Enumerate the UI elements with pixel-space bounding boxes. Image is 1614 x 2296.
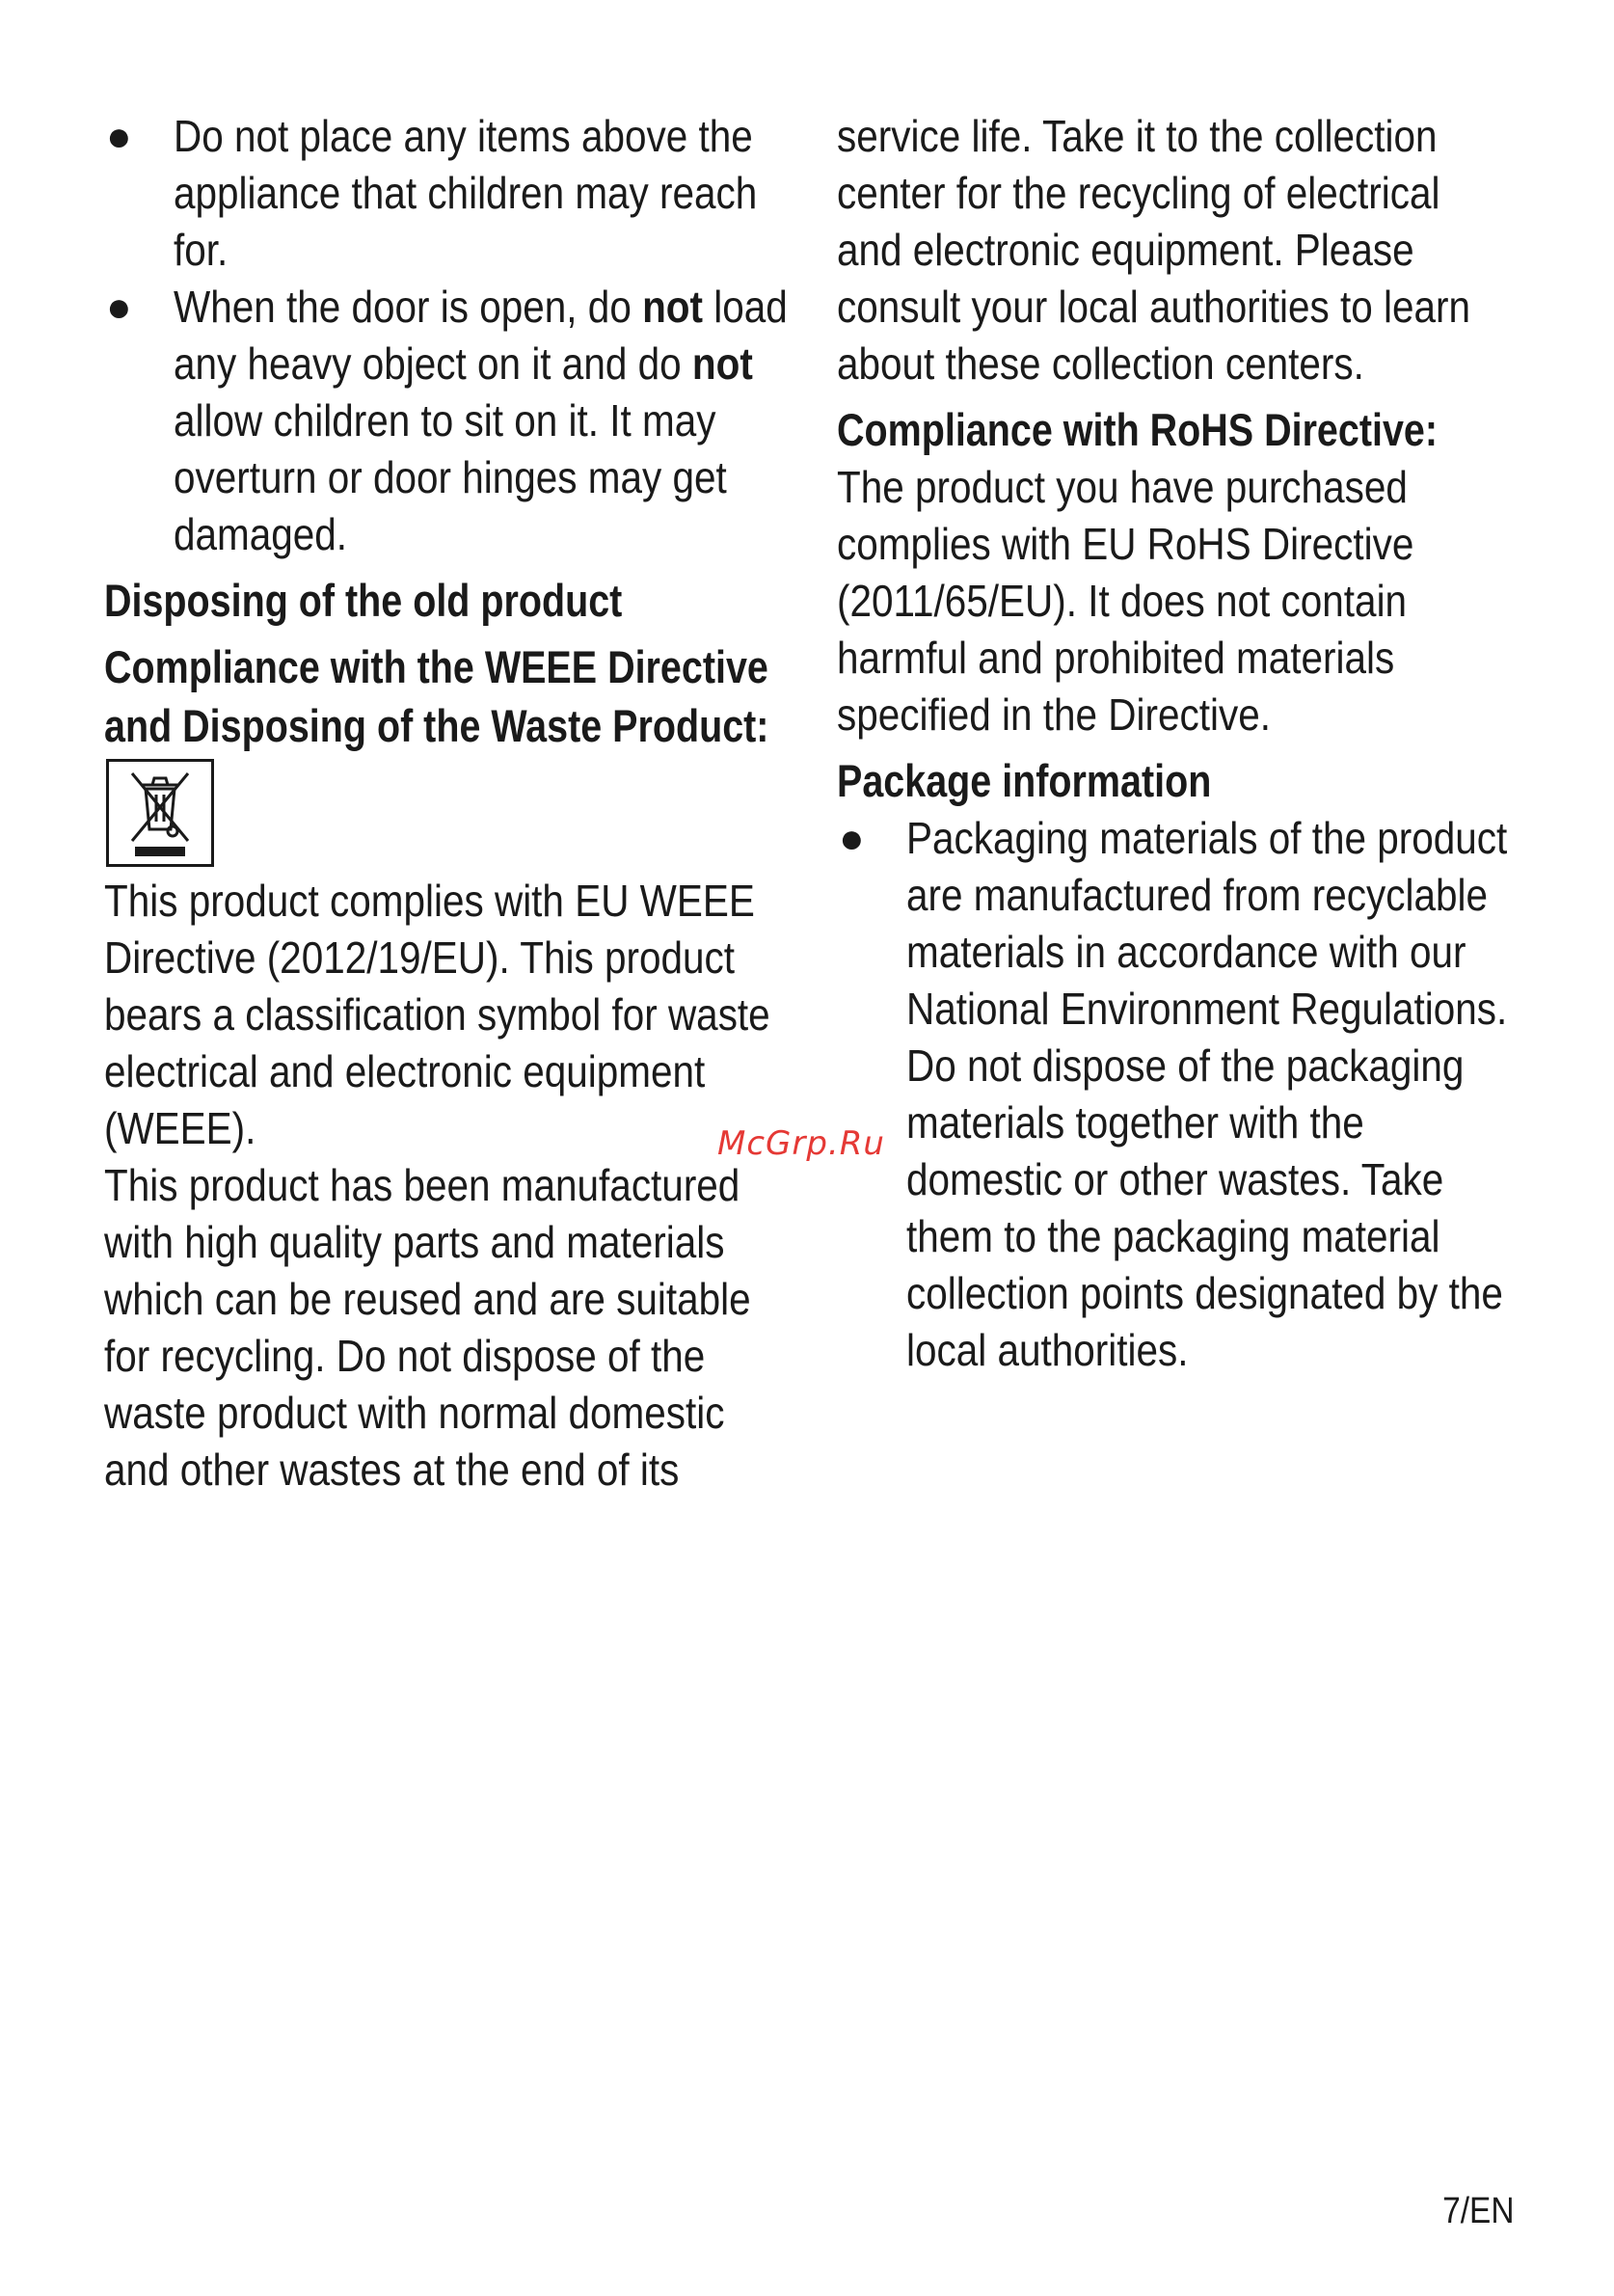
weee-paragraph-1: This product complies with EU WEEE Directive (2012/19/EU). This product bears a classification symbol for waste electrical and electronic equipment (WEEE). <box>104 876 770 1153</box>
section-heading-package: Package information <box>837 755 1212 806</box>
bullet-text: When the door is open, do not load any heavy object on it and do not allow children to sit on it. It may overturn or door hinges may get damaged. <box>174 282 788 559</box>
collection-paragraph: service life. Take it to the collection center for the recycling of electrical and electronic equipment. Please consult your local authorities to learn about these collection centers. <box>837 111 1471 389</box>
section-heading-rohs: Compliance with RoHS Directive: <box>837 404 1439 455</box>
bullet-text: Do not place any items above the appliance that children may reach for. <box>174 111 758 275</box>
section-heading-disposing: Disposing of the old product <box>104 575 623 626</box>
left-column <box>104 108 798 1499</box>
watermark: McGrp.Ru <box>717 1124 885 1163</box>
list-item <box>104 279 798 563</box>
bullet-icon: ● <box>839 815 865 862</box>
weee-paragraph-2: This product has been manufactured with high quality parts and materials which can be reused and are suitable for recycling. Do not dispose of the waste product with normal domestic and other wastes at the end of its <box>104 1160 751 1495</box>
crossed-out-wheelie-bin-icon <box>106 759 214 867</box>
package-bullet-text: Packaging materials of the product are manufactured from recyclable materials in accordance with our National Environment Regulations. Do not dispose of the packaging materials together with the domestic or other wastes. Take them to the packaging material collection points designated by the local authorities. <box>906 813 1508 1375</box>
bullet-icon: ● <box>106 284 132 331</box>
bullet-icon: ● <box>106 113 132 160</box>
right-column <box>837 108 1512 1379</box>
section-heading-weee: Compliance with the WEEE Directive and Disposing of the Waste Product: <box>104 641 769 751</box>
list-item <box>104 108 798 279</box>
rohs-paragraph: The product you have purchased complies with EU RoHS Directive (2011/65/EU). It does not contain harmful and prohibited materials specified in the Directive. <box>837 462 1414 740</box>
page-number: 7/EN <box>1441 2191 1514 2231</box>
list-item <box>837 810 1512 1379</box>
